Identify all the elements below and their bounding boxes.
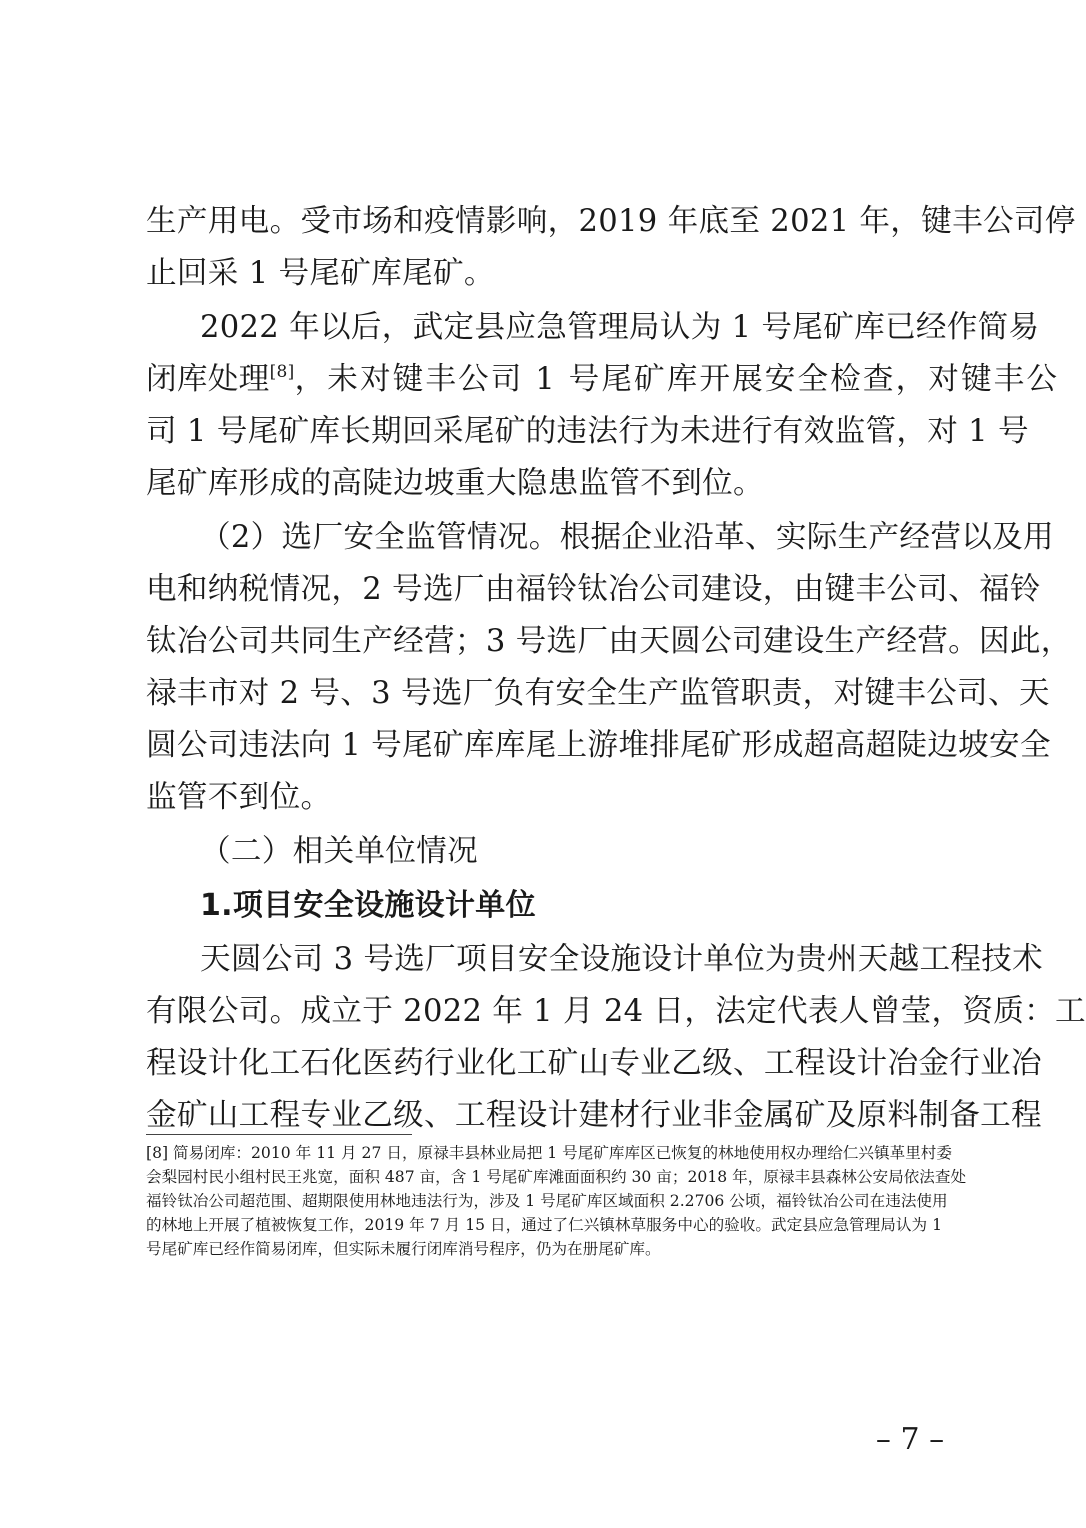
body-line-with-footnote xyxy=(146,354,1060,406)
section-heading: （二）相关单位情况 xyxy=(200,834,479,869)
footnote-line: [8] 简易闭库：2010 年 11 月 27 日，原禄丰县林业局把 1 号尾矿库库区已恢复的林地使用权办理给仁兴镇革里村委 xyxy=(146,1144,952,1162)
subsection-heading: 1.项目安全设施设计单位 xyxy=(200,888,536,923)
footnote-line: 福铃钛冶公司超范围、超期限使用林地违法行为，涉及 1 号尾矿库区域面积 2.2706 公顷，福铃钛冶公司在违法使用 xyxy=(146,1192,948,1210)
footnote-line: 会梨园村民小组村民王兆宽，面积 487 亩，含 1 号尾矿库滩面面积约 30 亩；2018 年，原禄丰县森林公安局依法查处 xyxy=(146,1168,967,1186)
body-line: 生产用电。受市场和疫情影响，2019 年底至 2021 年，键丰公司停 xyxy=(146,204,1076,239)
page-number: – 7 – xyxy=(875,1422,945,1457)
body-line: 有限公司。成立于 2022 年 1 月 24 日，法定代表人曾莹，资质：工 xyxy=(146,994,1086,1029)
body-line: 尾矿库形成的高陡边坡重大隐患监管不到位。 xyxy=(146,466,764,501)
body-line: （2）选厂安全监管情况。根据企业沿革、实际生产经营以及用 xyxy=(200,520,1054,555)
body-line: 监管不到位。 xyxy=(146,780,332,815)
body-text: ，未对键丰公司 1 号尾矿库开展安全检查，对键丰公 xyxy=(294,362,1060,397)
body-text: 闭库处理 xyxy=(146,362,270,397)
body-line: 圆公司违法向 1 号尾矿库库尾上游堆排尾矿形成超高超陡边坡安全 xyxy=(146,728,1051,763)
body-line: 司 1 号尾矿库长期回采尾矿的违法行为未进行有效监管，对 1 号 xyxy=(146,414,1029,449)
body-line: 2022 年以后，武定县应急管理局认为 1 号尾矿库已经作简易 xyxy=(200,310,1040,345)
body-line: 程设计化工石化医药行业化工矿山专业乙级、工程设计冶金行业冶 xyxy=(146,1046,1042,1081)
footnote-separator xyxy=(146,1134,412,1135)
footnote-line: 号尾矿库已经作简易闭库，但实际未履行闭库消号程序，仍为在册尾矿库。 xyxy=(146,1240,661,1258)
body-line: 电和纳税情况，2 号选厂由福铃钛冶公司建设，由键丰公司、福铃 xyxy=(146,572,1041,607)
body-line: 止回采 1 号尾矿库尾矿。 xyxy=(146,256,495,291)
body-line: 金矿山工程专业乙级、工程设计建材行业非金属矿及原料制备工程 xyxy=(146,1098,1042,1133)
body-line: 钛冶公司共同生产经营；3 号选厂由天圆公司建设生产经营。因此， xyxy=(146,624,1072,659)
footnote-ref: [8] xyxy=(269,362,295,382)
footnote-line: 的林地上开展了植被恢复工作，2019 年 7 月 15 日，通过了仁兴镇林草服务中心的验收。武定县应急管理局认为 1 xyxy=(146,1216,942,1234)
body-line: 天圆公司 3 号选厂项目安全设施设计单位为贵州天越工程技术 xyxy=(200,942,1044,977)
body-line: 禄丰市对 2 号、3 号选厂负有安全生产监管职责，对键丰公司、天 xyxy=(146,676,1050,711)
